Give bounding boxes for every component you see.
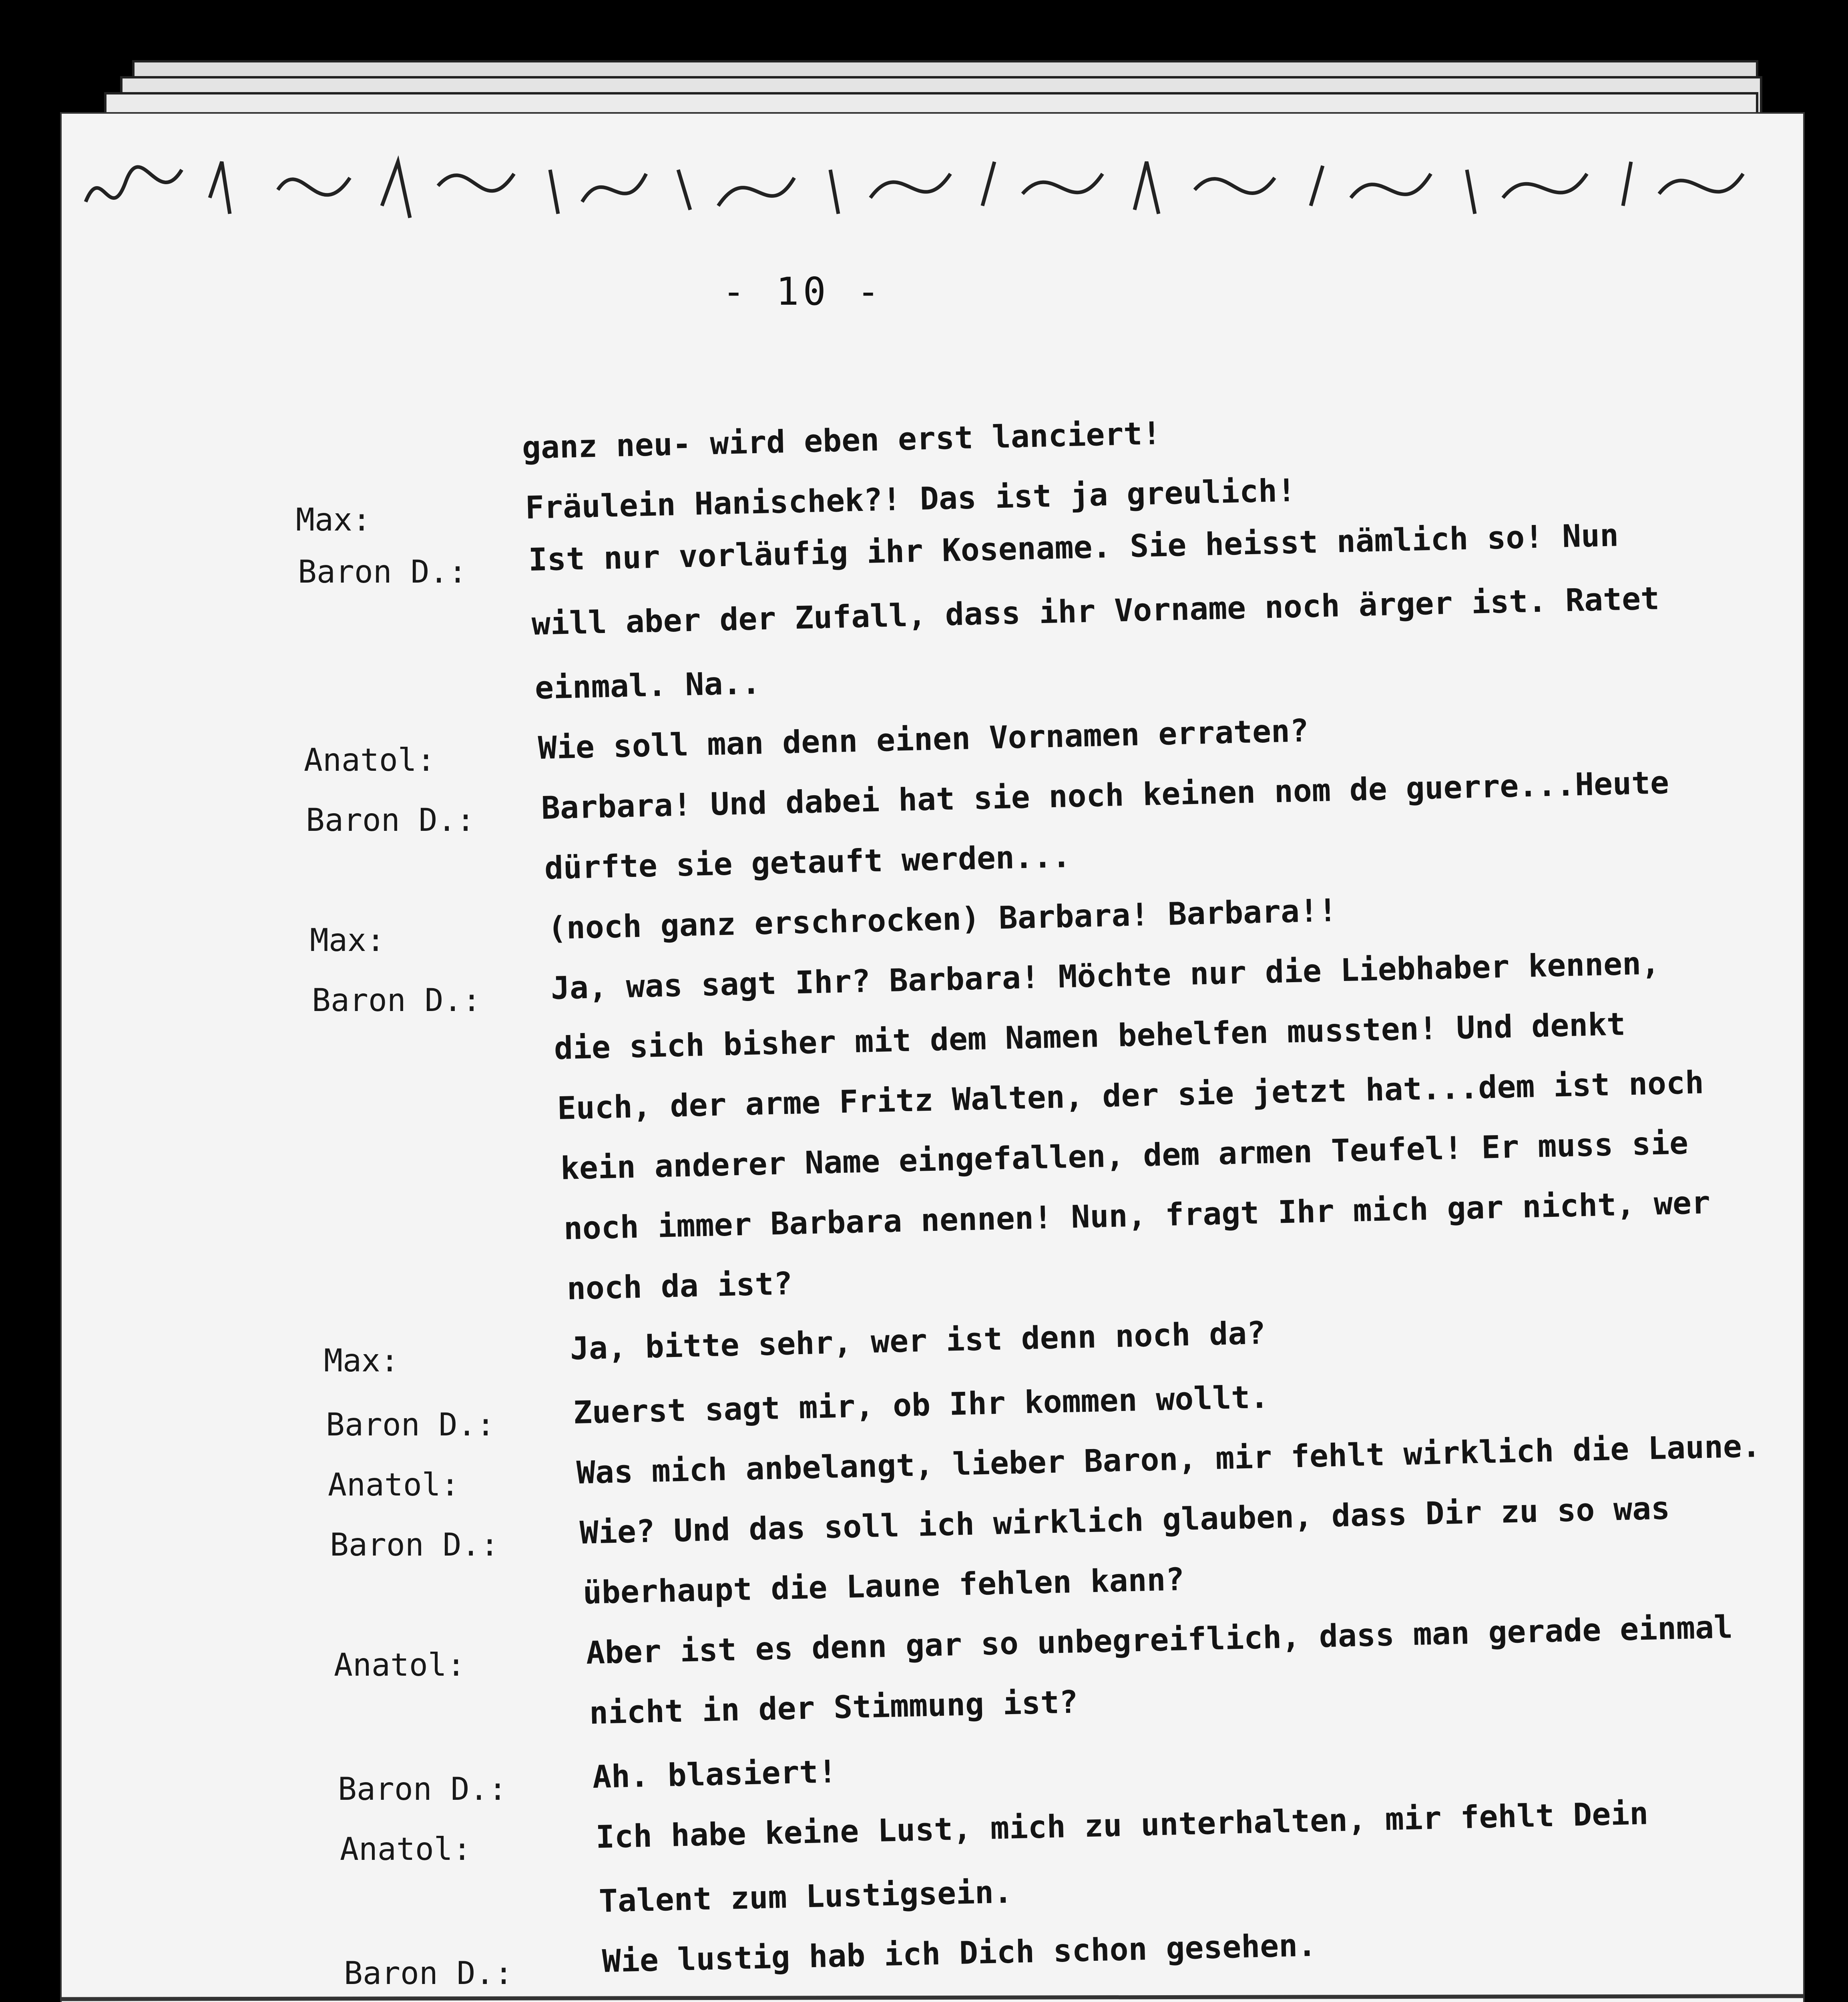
speaker-label: Anatol:: [304, 742, 436, 778]
speaker-label: Anatol:: [334, 1647, 466, 1683]
dialogue-line: Ja, was sagt Ihr? Barbara! Möchte nur die Liebhaber kennen,: [550, 945, 1660, 1007]
dialogue-line: will aber der Zufall, dass ihr Vorname noch ärger ist. Ratet: [531, 581, 1660, 642]
dialogue-line: Euch, der arme Fritz Walten, der sie jetzt hat...dem ist noch: [556, 1065, 1704, 1127]
speaker-label: Baron D.:: [298, 554, 467, 590]
dialogue-line: nicht in der Stimmung ist?: [589, 1684, 1079, 1731]
speaker-label: Max:: [324, 1343, 399, 1379]
dialogue-line: Ist nur vorläufig ihr Kosename. Sie heisst nämlich so! Nun: [528, 517, 1619, 578]
handwritten-scribble-header: [78, 146, 1779, 234]
dialogue-line: Barbara! Und dabei hat sie noch keinen nom de guerre...Heute: [540, 765, 1669, 826]
typescript-page: [60, 112, 1805, 2002]
speaker-label: Baron D.:: [326, 1407, 495, 1443]
dialogue-line: Wie lustig hab ich Dich schon gesehen.: [601, 1927, 1317, 1980]
speaker-label: Anatol:: [340, 1831, 472, 1867]
speaker-label: Max:: [296, 502, 371, 538]
dialogue-line: (noch ganz erschrocken) Barbara! Barbara!!: [547, 892, 1338, 947]
dialogue-line: kein anderer Name eingefallen, dem armen Teufel! Er muss sie: [560, 1125, 1689, 1187]
dialogue-line: Talent zum Lustigsein.: [598, 1874, 1013, 1920]
fold-line: [62, 1994, 1803, 2001]
dialogue-line: die sich bisher mit dem Namen behelfen mussten! Und denkt: [553, 1006, 1626, 1067]
speaker-label: Max:: [310, 923, 385, 959]
speaker-label: Anatol:: [328, 1467, 460, 1503]
dialogue-line: Was mich anbelangt, lieber Baron, mir fehlt wirklich die Laune.: [576, 1428, 1761, 1491]
speaker-label: Baron D.:: [312, 983, 481, 1019]
dialogue-line: dürfte sie getauft werden...: [544, 838, 1071, 886]
dialogue-line: Wie? Und das soll ich wirklich glauben, dass Dir zu so was: [579, 1490, 1671, 1551]
page-number: - 10 -: [722, 270, 884, 314]
speaker-label: Baron D.:: [338, 1771, 507, 1807]
dialogue-line: Ah. blasiert!: [592, 1754, 838, 1795]
dialogue-line: ganz neu- wird eben erst lanciert!: [521, 415, 1162, 466]
speaker-label: Baron D.:: [344, 1956, 513, 1992]
dialogue-line: Wie soll man denn einen Vornamen erraten?: [537, 713, 1309, 766]
dialogue-line: noch da ist?: [566, 1266, 793, 1307]
dialogue-line: Ich habe keine Lust, mich zu unterhalten, mir fehlt Dein: [595, 1795, 1649, 1855]
dialogue-line: Ja, bitte sehr, wer ist denn noch da?: [569, 1315, 1266, 1367]
dialogue-line: überhaupt die Laune fehlen kann?: [582, 1561, 1185, 1611]
dialogue-line: Aber ist es denn gar so unbegreiflich, dass man gerade einmal: [585, 1609, 1733, 1671]
speaker-label: Baron D.:: [306, 802, 475, 838]
dialogue-line: noch immer Barbara nennen! Nun, fragt Ihr mich gar nicht, wer: [563, 1185, 1711, 1247]
dialogue-line: Fräulein Hanischek?! Das ist ja greulich!: [524, 472, 1296, 526]
dialogue-line: Zuerst sagt mir, ob Ihr kommen wollt.: [572, 1379, 1269, 1431]
speaker-label: Baron D.:: [330, 1527, 499, 1563]
dialogue-line: einmal. Na..: [534, 665, 761, 706]
